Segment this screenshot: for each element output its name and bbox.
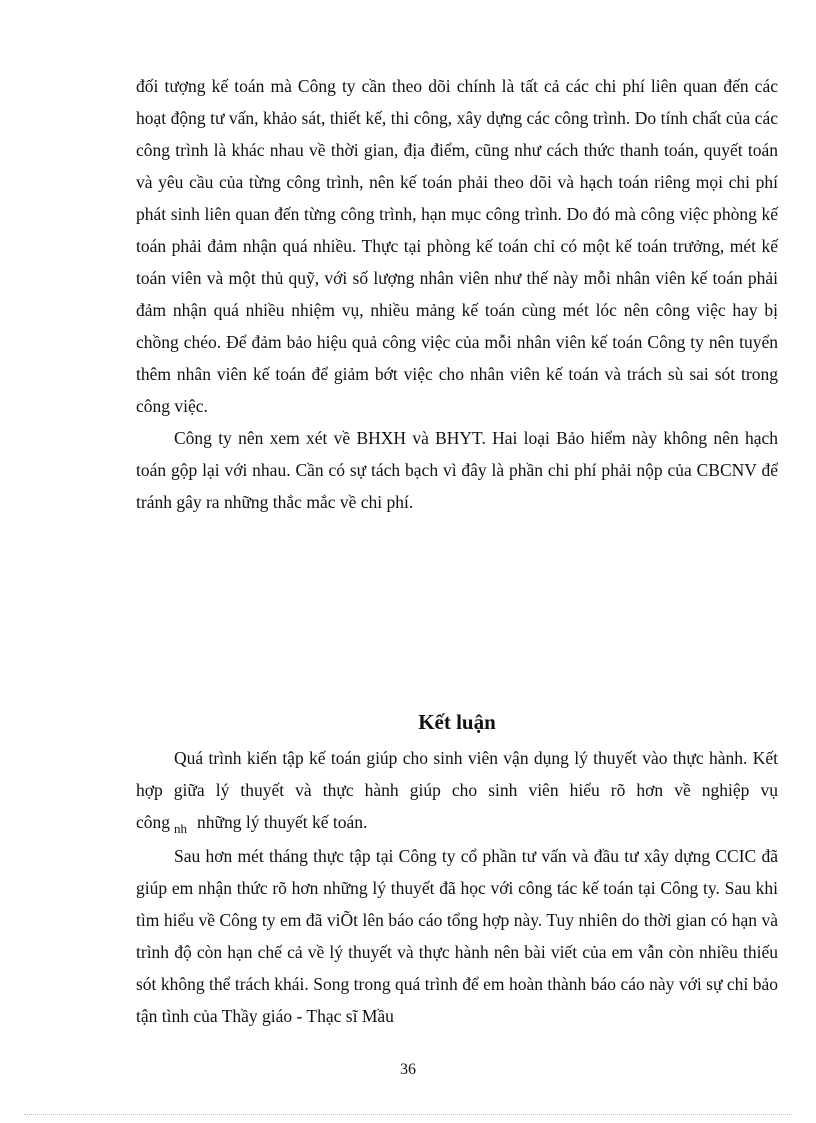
section-heading-conclusion: Kết luận [418,710,496,734]
stray-text-fragment: nh [174,821,188,836]
page-bottom-divider [24,1114,792,1115]
paragraph-conclusion-1 [136,742,778,840]
paragraph-conclusion-2: Sau hơn mét tháng thực tập tại Công ty cổ phần tư vấn và đầu tư xây dựng CCIC đã giúp em nhận thức rõ hơn những lý thuyết đã học với công tác kế toán tại Công ty. Sau khi tìm hiểu về Công ty em đã viÕt lên báo cáo tổng hợp này. Tuy nhiên do thời gian có hạn và trình độ còn hạn chế cả về lý thuyết và thực hành nên bài viết của em vẫn còn nhiều thiếu sót không thể trách khái. Song trong quá trình để em hoàn thành báo cáo này với sự chỉ bảo tận tình của Thầy giáo - Thạc sĩ Mầu [136,846,778,1026]
conclusion-text-part-1: Quá trình kiến tập kế toán giúp cho sinh viên vận dụng lý thuyết vào thực hành. Kết hợp giữa lý thuyết và thực hành giúp cho sinh viên hiểu rõ hơn về nghiệp vụ công [136,748,778,832]
page-number: 36 [400,1061,416,1078]
paragraph-insurance: Công ty nên xem xét về BHXH và BHYT. Hai loại Bảo hiểm này không nên hạch toán gộp lại với nhau. Cần có sự tách bạch vì đây là phần chi phí phải nộp của CBCNV để tránh gây ra những thắc mắc về chi phí. [136,428,778,512]
conclusion-text-part-2: những lý thuyết kế toán. [197,812,368,832]
body-text-conclusion [136,742,778,1032]
body-text-top [136,70,778,518]
paragraph-accounting-objects: đối tượng kế toán mà Công ty cần theo dõi chính là tất cả các chi phí liên quan đến các hoạt động tư vấn, khảo sát, thiết kế, thi công, xây dựng các công trình. Do tính chất của các công trình là khác nhau về thời gian, địa điểm, cũng như cách thức thanh toán, quyết toán và yêu cầu của từng công trình, nên kế toán phải theo dõi và hạch toán riêng mọi chi phí phát sinh liên quan đến từng công trình, hạn mục công trình. Do đó mà công việc phòng kế toán phải đảm nhận quá nhiều. Thực tại phòng kế toán chỉ có một kế toán trưởng, mét kế toán viên và một thủ quỹ, với số lượng nhân viên như thế này mỗi nhân viên kế toán phải đảm nhận quá nhiều nhiệm vụ, nhiều mảng kế toán cùng mét lóc nên công việc hay bị chồng chéo. Để đảm bảo hiệu quả công việc của mỗi nhân viên kế toán Công ty nên tuyển thêm nhân viên kế toán để giảm bớt việc cho nhân viên kế toán và trách sù sai sót trong công việc. [136,76,778,416]
